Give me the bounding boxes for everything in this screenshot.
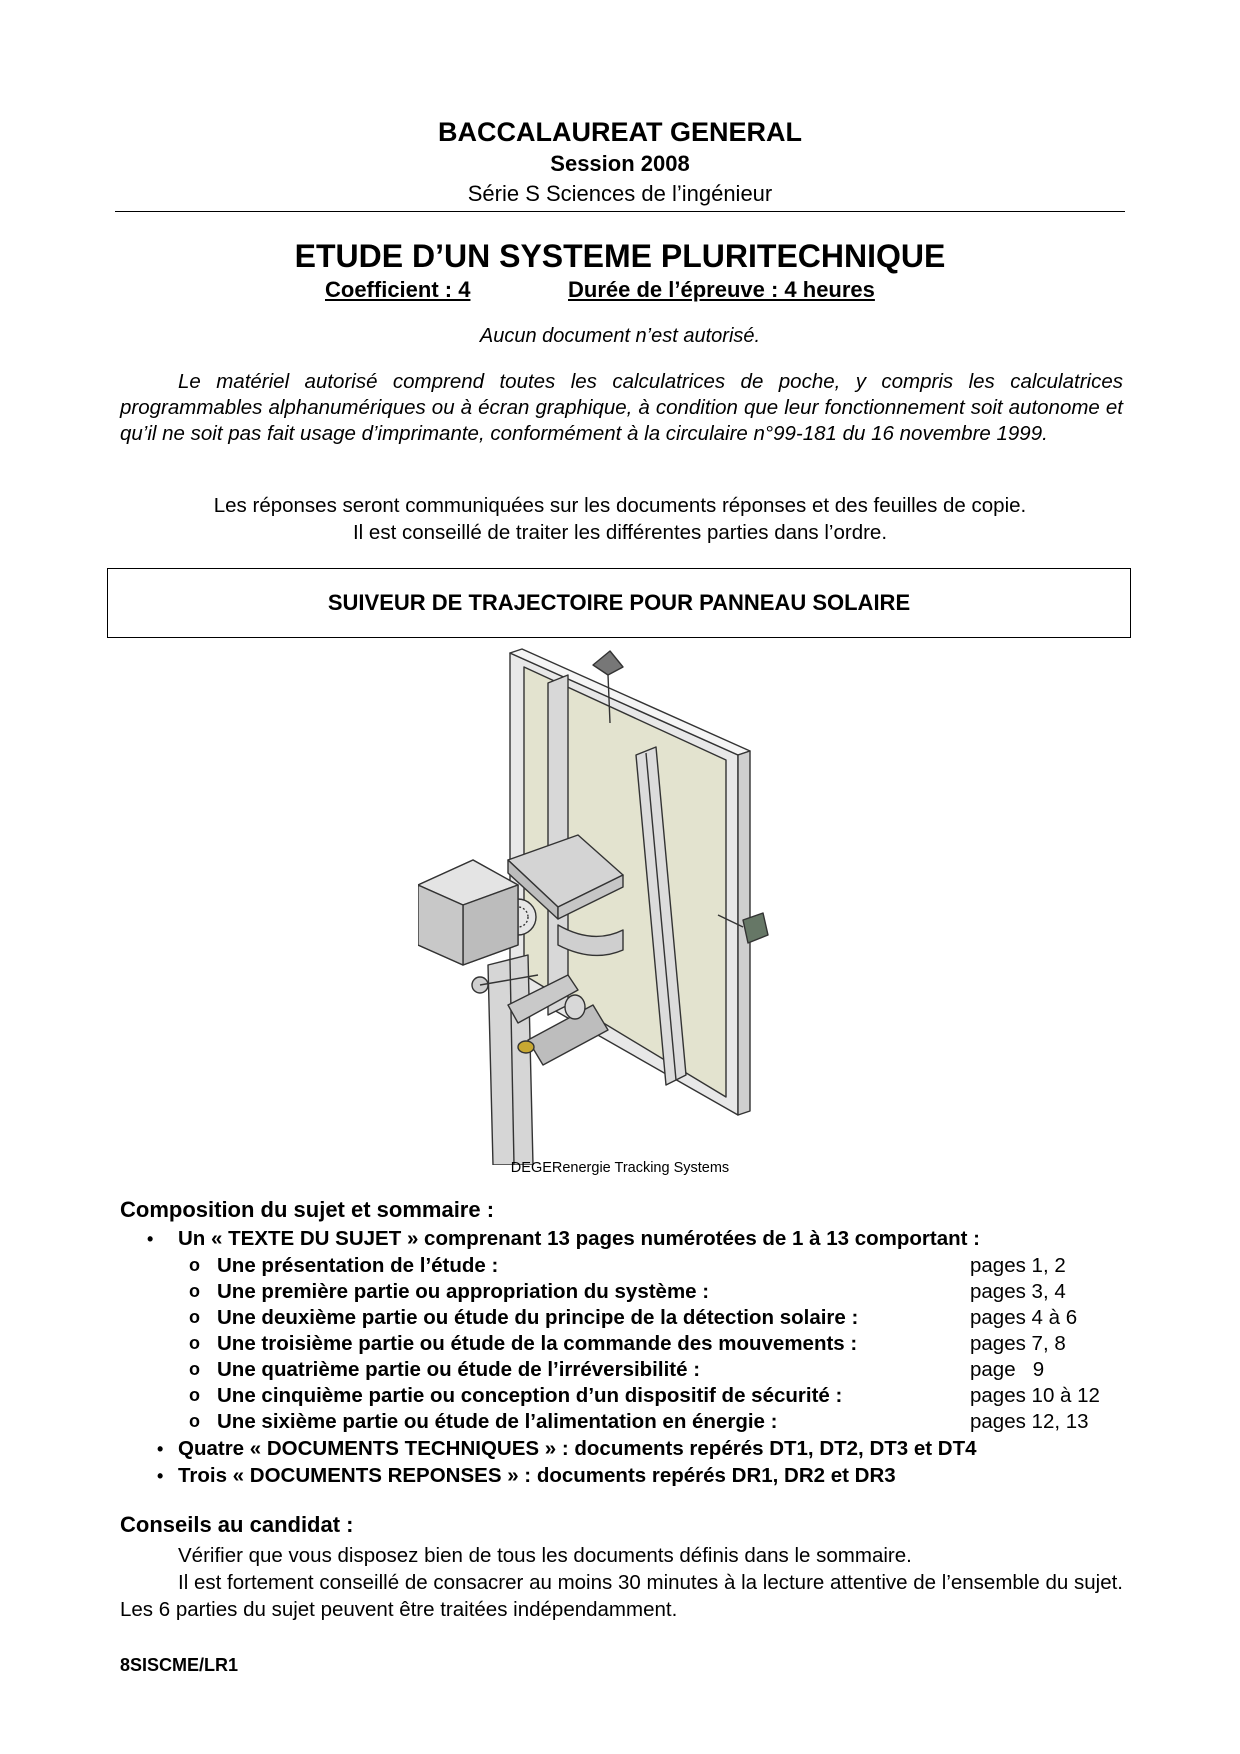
coefficient-label: Coefficient : 4 xyxy=(325,277,471,302)
list-item-pages: pages 1, 2 xyxy=(970,1254,1066,1277)
calculator-policy xyxy=(120,369,1123,447)
list-item-pages: pages 7, 8 xyxy=(970,1332,1066,1355)
document-reference: 8SISCME/LR1 xyxy=(120,1655,239,1675)
solar-tracker-illustration xyxy=(418,645,838,1165)
sub-bullet-icon: o xyxy=(189,1359,200,1379)
advice-heading: Conseils au candidat : xyxy=(120,1512,354,1537)
serie-label: Série S Sciences de l’ingénieur xyxy=(467,181,773,206)
sub-bullet-icon: o xyxy=(189,1281,200,1301)
composition-heading: Composition du sujet et sommaire : xyxy=(120,1197,495,1222)
sub-bullet-icon: o xyxy=(189,1333,200,1353)
subject-title: SUIVEUR DE TRAJECTOIRE POUR PANNEAU SOLAIRE xyxy=(327,590,911,615)
list-item-label: Une troisième partie ou étude de la commande des mouvements : xyxy=(217,1332,858,1355)
advice-paragraph-2 xyxy=(120,1569,1123,1623)
subject-title-box xyxy=(107,568,1131,638)
figure-caption: DEGERenergie Tracking Systems xyxy=(510,1160,730,1176)
list-item-pages: page 9 xyxy=(970,1358,1045,1381)
exam-title: ETUDE D’UN SYSTEME PLURITECHNIQUE xyxy=(294,238,946,274)
list-item-label: Une quatrième partie ou étude de l’irréversibilité : xyxy=(217,1358,701,1381)
bullet-icon: • xyxy=(147,1229,154,1249)
advice-text-2: Il est fortement conseillé de consacrer au moins 30 minutes à la lecture attentive de l’ensemble du sujet. Les 6 parties du sujet peuvent être traitées indépendamment. xyxy=(120,1571,1123,1621)
list-item-pages: pages 4 à 6 xyxy=(970,1306,1078,1329)
answers-notice: Les réponses seront communiquées sur les documents réponses et des feuilles de copie. xyxy=(213,494,1027,517)
bullet-icon: • xyxy=(157,1439,164,1459)
advice-paragraph-1 xyxy=(120,1542,1123,1569)
bullet-icon: • xyxy=(157,1466,164,1486)
sub-bullet-icon: o xyxy=(189,1411,200,1431)
order-advice: Il est conseillé de traiter les différentes parties dans l’ordre. xyxy=(352,521,888,544)
documents-techniques-item: Quatre « DOCUMENTS TECHNIQUES » : documents repérés DT1, DT2, DT3 et DT4 xyxy=(178,1437,977,1460)
list-item-pages: pages 12, 13 xyxy=(970,1410,1089,1433)
documents-reponses-item: Trois « DOCUMENTS REPONSES » : documents repérés DR1, DR2 et DR3 xyxy=(178,1464,896,1487)
list-item-label: Une cinquième partie ou conception d’un dispositif de sécurité : xyxy=(217,1384,843,1407)
bac-title: BACCALAUREAT GENERAL xyxy=(438,117,802,147)
calculator-policy-text: Le matériel autorisé comprend toutes les calculatrices de poche, y compris les calculatrices programmables alphanumériques ou à écran graphique, à condition que leur fonctionnement soit autonome et qu’il ne soit pas fait usage d’imprimante, conformément à la circulaire n°99-181 du 16 novembre 1999. xyxy=(120,370,1123,445)
session-label: Session 2008 xyxy=(550,151,690,176)
advice-text-1: Vérifier que vous disposez bien de tous les documents définis dans le sommaire. xyxy=(178,1544,912,1567)
sub-bullet-icon: o xyxy=(189,1307,200,1327)
main-item: Un « TEXTE DU SUJET » comprenant 13 pages numérotées de 1 à 13 comportant : xyxy=(178,1227,980,1250)
list-item-label: Une sixième partie ou étude de l’alimentation en énergie : xyxy=(217,1410,778,1433)
header-divider xyxy=(115,211,1125,212)
list-item-label: Une présentation de l’étude : xyxy=(217,1254,499,1277)
list-item-pages: pages 3, 4 xyxy=(970,1280,1066,1303)
list-item-pages: pages 10 à 12 xyxy=(970,1384,1100,1407)
list-item-label: Une première partie ou appropriation du système : xyxy=(217,1280,710,1303)
list-item-label: Une deuxième partie ou étude du principe de la détection solaire : xyxy=(217,1306,859,1329)
sub-bullet-icon: o xyxy=(189,1385,200,1405)
no-document-notice: Aucun document n’est autorisé. xyxy=(479,325,761,347)
duration-label: Durée de l’épreuve : 4 heures xyxy=(568,277,875,302)
sub-bullet-icon: o xyxy=(189,1255,200,1275)
